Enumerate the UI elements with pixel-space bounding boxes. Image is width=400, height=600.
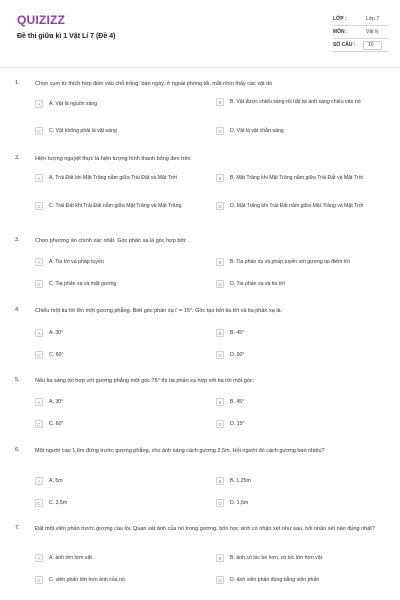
option-c[interactable]: [35, 576, 194, 584]
option-text: D. 90°: [230, 351, 245, 358]
option-text: C. Tia phản xạ và mặt gương: [49, 280, 117, 287]
option-c[interactable]: [35, 280, 194, 288]
option-text: C. 60°: [49, 420, 64, 427]
page-title: Đề thi giữa kì 1 Vật Lí 7 (Đề 4): [17, 33, 116, 40]
meta-key: SỐ CÂU :: [333, 42, 356, 48]
option-text: C. 2,5m: [49, 499, 68, 506]
option-text: D. Mặt Trăng khi Trái Đất nằm giữa Mặt Trăng và Mặt Trời: [230, 202, 364, 209]
option-d[interactable]: [216, 499, 375, 507]
option-text: C. Vật không phải là vật sáng: [49, 127, 117, 134]
option-b[interactable]: [216, 477, 375, 485]
question-number: 2.: [15, 155, 20, 161]
option-letter: B: [216, 477, 224, 485]
question-number: 6.: [15, 447, 20, 453]
option-b[interactable]: [216, 98, 375, 106]
option-letter: B: [216, 554, 224, 562]
option-letter: D: [216, 127, 224, 135]
meta-value: Vật lý: [366, 29, 379, 35]
option-letter: A: [35, 398, 43, 406]
option-a[interactable]: [35, 554, 194, 562]
question-number: 7.: [15, 525, 20, 531]
question-number: 5.: [15, 377, 20, 383]
worksheet-header: [0, 0, 400, 66]
option-text: B. Tia phản xạ và pháp tuyến với gương tại điểm tới: [230, 258, 350, 265]
header-divider: [0, 67, 400, 68]
option-letter: D: [216, 202, 224, 210]
option-text: D. Tia phản xạ và tia tới: [230, 280, 285, 287]
option-letter: A: [35, 100, 43, 108]
option-letter: A: [35, 174, 43, 182]
meta-key: MÔN :: [333, 29, 348, 35]
meta-row-count: [333, 39, 389, 52]
option-c[interactable]: [35, 202, 194, 210]
option-letter: C: [35, 127, 43, 135]
option-letter: D: [216, 420, 224, 428]
meta-row-class: [333, 13, 389, 26]
option-text: D. Vật là vật chắn sáng: [230, 127, 284, 134]
option-text: A. Tia tới và pháp tuyến: [49, 258, 104, 265]
option-letter: C: [35, 576, 43, 584]
option-c[interactable]: [35, 351, 194, 359]
question-number: 1.: [15, 80, 20, 86]
option-c[interactable]: [35, 127, 194, 135]
meta-key: LỚP :: [333, 16, 347, 22]
option-letter: D: [216, 576, 224, 584]
option-d[interactable]: [216, 280, 375, 288]
question-text: Nếu tia sáng tới hợp với gương phẳng một góc 75° thì tia phản xạ hợp với tia tới một góc:: [35, 378, 255, 384]
option-a[interactable]: [35, 100, 194, 108]
option-text: B. 45°: [230, 329, 245, 336]
option-b[interactable]: [216, 258, 375, 266]
option-letter: A: [35, 477, 43, 485]
option-text: A. Vật là nguồn sáng: [49, 100, 98, 107]
question-text: Một người cao 1,6m đứng trước gương phẳng, cho ảnh sáng cách gương 2,5m. Hỏi người đó cách gương bao nhiêu?: [35, 448, 325, 454]
question-number: 4.: [15, 307, 20, 313]
option-text: D. 15°: [230, 420, 245, 427]
option-text: B. 1,25m: [230, 477, 251, 484]
option-text: B. Mặt Trăng khi Mặt Trăng nằm giữa Trái Đất và Mặt Trời: [230, 174, 364, 181]
meta-row-subject: [333, 26, 389, 39]
meta-value: 10: [368, 42, 374, 48]
option-letter: A: [35, 554, 43, 562]
option-letter: D: [216, 351, 224, 359]
option-d[interactable]: [216, 127, 375, 135]
option-b[interactable]: [216, 174, 375, 182]
option-letter: C: [35, 351, 43, 359]
option-letter: B: [216, 258, 224, 266]
option-a[interactable]: [35, 174, 194, 182]
question-text: Chọn phương án chính xác nhất. Góc phản xạ là góc hợp bởi:: [35, 238, 187, 244]
option-text: A. 5m: [49, 477, 63, 484]
option-text: A. ảnh lớn hơn vật: [49, 554, 92, 561]
option-letter: B: [216, 398, 224, 406]
option-a[interactable]: [35, 477, 194, 485]
option-d[interactable]: [216, 351, 375, 359]
option-text: B. ảnh có lúc bé hơn, có lúc lớn hơn vật: [230, 554, 323, 561]
option-letter: C: [35, 420, 43, 428]
option-d[interactable]: [216, 420, 375, 428]
meta-value: Lớp 7: [366, 16, 380, 22]
option-c[interactable]: [35, 499, 194, 507]
option-d[interactable]: [216, 576, 375, 584]
option-text: B. Vật được chiếu sáng rồi hắt lại ánh sáng chiếu vào nó: [230, 98, 361, 105]
question-text: Đặt một viên phấn trước gương cầu lồi. Quan sát ảnh của nó trong gương, bốn học sinh có nhận xét như sau, hỏi nhận xét nào đúng nhất?: [35, 526, 375, 532]
option-letter: B: [216, 174, 224, 182]
option-a[interactable]: [35, 398, 194, 406]
option-b[interactable]: [216, 329, 375, 337]
question-text: Chọn cụm từ thích hợp điền vào chỗ trống: ban ngày, ở ngoài phòng tối, mắt nhìn thấy các vật do: [35, 81, 273, 87]
option-text: C. Trái Đất khi Trái Đất nằm giữa Mặt Trăng và Mặt Trăng: [49, 202, 182, 209]
option-text: D. 1,6m: [230, 499, 249, 506]
option-a[interactable]: [35, 258, 194, 266]
meta-info: [333, 13, 389, 52]
option-b[interactable]: [216, 554, 375, 562]
option-letter: D: [216, 280, 224, 288]
option-letter: C: [35, 202, 43, 210]
option-letter: C: [35, 280, 43, 288]
option-text: B. 45°: [230, 398, 245, 405]
option-letter: A: [35, 258, 43, 266]
question-number: 3.: [15, 237, 20, 243]
option-letter: D: [216, 499, 224, 507]
option-text: A. 30°: [49, 329, 64, 336]
option-letter: B: [216, 329, 224, 337]
question-text: Hiện tượng nguyệt thực là hiện tượng hình thành bóng đen trên: [35, 156, 191, 162]
option-letter: C: [35, 499, 43, 507]
option-b[interactable]: [216, 398, 375, 406]
option-letter: A: [35, 329, 43, 337]
option-text: C. viên phấn lớn hơn ảnh của nó: [49, 576, 125, 583]
option-text: A. Trái Đất khi Mặt Trăng nằm giữa Trái Đất và Mặt Trời: [49, 174, 177, 181]
option-a[interactable]: [35, 329, 194, 337]
quizizz-logo: QUIZIZZ: [17, 13, 66, 27]
question-text: Chiếu một tia tới lên một gương phẳng. Biết góc phản xạ i' = 15°. Góc tạo bởi tia tới và tia phản xạ là:: [35, 308, 283, 314]
option-text: A. 30°: [49, 398, 64, 405]
option-text: C. 60°: [49, 351, 64, 358]
option-letter: B: [216, 98, 224, 106]
option-text: D. ảnh viên phấn đúng bằng viên phấn: [230, 576, 320, 583]
option-c[interactable]: [35, 420, 194, 428]
option-d[interactable]: [216, 202, 375, 210]
